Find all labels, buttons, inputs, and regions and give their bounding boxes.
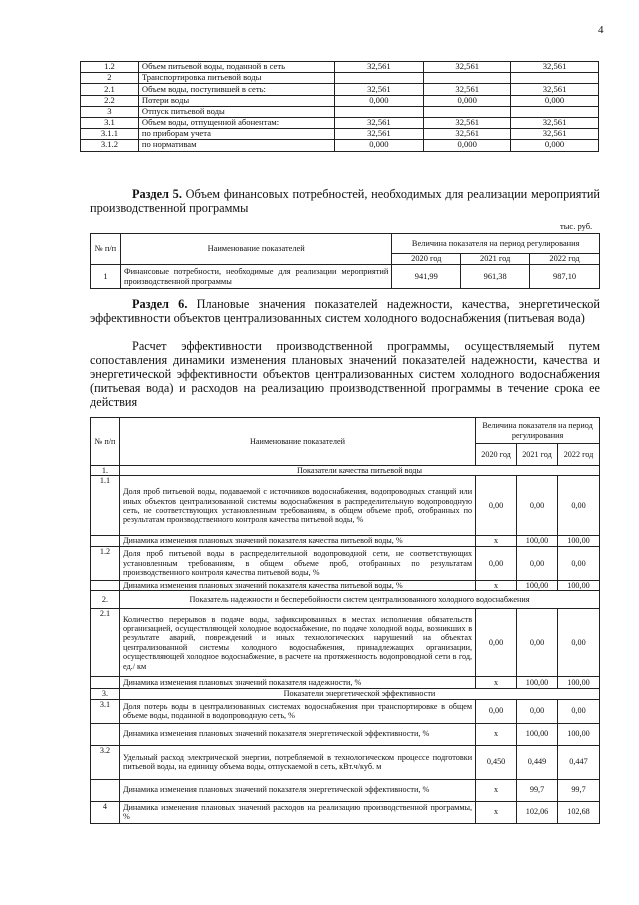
dyn-3-2-v2020: х — [476, 779, 517, 801]
row-1-2-v2021: 0,00 — [517, 546, 558, 580]
value-2022 — [511, 73, 599, 84]
row-number: 3 — [81, 106, 139, 117]
value-2022 — [511, 106, 599, 117]
row-3-2-name: Удельный расход электрической энергии, потребляемой в технологическом процессе подготовки питьевой воды, на единицу объема воды, отпускаемой в сеть, кВт.ч/куб. м — [119, 745, 475, 779]
t3-header-value: Величина показателя на период регулирования — [476, 418, 600, 444]
row-number: 2 — [81, 73, 139, 84]
section6-paragraph-text: Расчет эффективности производственной программы, осуществляемый путем сопоставления динамики изменения плановых значений показателей надежности, качества и энергетической эффективности объектов централизованных систем холодного водоснабжения (питьевая вода) и расходов на реализацию производственной программы в течение срока ее действия — [90, 339, 600, 409]
dyn-1-1-v2021: 100,00 — [517, 536, 558, 546]
dyn-2-1-v2020: х — [476, 677, 517, 689]
row-name: по нормативам — [138, 140, 334, 151]
units-label: тыс. руб. — [560, 221, 593, 231]
value-2022: 32,561 — [511, 129, 599, 140]
group2-no: 2. — [91, 591, 120, 609]
value-2020: 32,561 — [334, 129, 424, 140]
row-2-1-no: 2.1 — [91, 609, 120, 677]
value-2021: 32,561 — [424, 62, 511, 73]
dyn-1-1-v2022: 100,00 — [557, 536, 599, 546]
row-4-no: 4 — [91, 801, 120, 823]
section6-title: Плановые значения показателей надежности, качества, энергетической эффективности объектов централизованных систем холодного водоснабжения (питьевая вода) — [90, 297, 600, 325]
dyn-1-2-name: Динамика изменения плановых значений показателя качества питьевой воды, % — [119, 580, 475, 590]
t2-year-2020: 2020 год — [392, 254, 461, 265]
row-1-1-v2022: 0,00 — [557, 476, 599, 536]
row-3-2-v2021: 0,449 — [517, 745, 558, 779]
row-2-1-v2020: 0,00 — [476, 609, 517, 677]
t2-row-name: Финансовые потребности, необходимые для реализации мероприятий производственной программы — [120, 265, 391, 289]
row-3-1-v2022: 0,00 — [557, 699, 599, 723]
group3-no: 3. — [91, 689, 120, 699]
dyn-3-2-v2021: 99,7 — [517, 779, 558, 801]
water-balance-table — [80, 61, 599, 152]
t2-header-no: № п/п — [91, 234, 121, 265]
table-row — [81, 95, 599, 106]
row-number: 2.2 — [81, 95, 139, 106]
table-row — [81, 73, 599, 84]
row-4-v2020: х — [476, 801, 517, 823]
dyn-1-2-no — [91, 580, 120, 590]
dyn-1-1-name: Динамика изменения плановых значений показателя качества питьевой воды, % — [119, 536, 475, 546]
row-name: Объем воды, поступившей в сеть: — [138, 84, 334, 95]
row-4-v2022: 102,68 — [557, 801, 599, 823]
row-number: 1.2 — [81, 62, 139, 73]
table-row — [81, 117, 599, 128]
row-name: Отпуск питьевой воды — [138, 106, 334, 117]
t2-header-name: Наименование показателей — [120, 234, 391, 265]
row-number: 3.1.2 — [81, 140, 139, 151]
row-3-1-name: Доля потерь воды в централизованных системах водоснабжения при транспортировке в общем объеме воды, поданной в водопроводную сеть, % — [119, 699, 475, 723]
row-number: 3.1 — [81, 117, 139, 128]
t2-value-2022: 987,10 — [530, 265, 600, 289]
dyn-1-2-v2021: 100,00 — [517, 580, 558, 590]
value-2020: 0,000 — [334, 140, 424, 151]
dyn-3-1-v2021: 100,00 — [517, 723, 558, 745]
group2-title: Показатель надежности и бесперебойности систем централизованного холодного водоснабжения — [119, 591, 599, 609]
row-2-1-v2022: 0,00 — [557, 609, 599, 677]
row-1-1-no: 1.1 — [91, 476, 120, 536]
row-number: 3.1.1 — [81, 129, 139, 140]
t2-value-2020: 941,99 — [392, 265, 461, 289]
value-2022: 32,561 — [511, 62, 599, 73]
value-2022: 0,000 — [511, 95, 599, 106]
section5-heading — [90, 187, 600, 215]
value-2020 — [334, 106, 424, 117]
value-2021: 32,561 — [424, 117, 511, 128]
row-4-name: Динамика изменения плановых значений расходов на реализацию производственной программы, % — [119, 801, 475, 823]
t3-year-2021: 2021 год — [517, 444, 558, 466]
t3-header-no: № п/п — [91, 418, 120, 466]
t3-header-name: Наименование показателей — [119, 418, 475, 466]
row-1-2-name: Доля проб питьевой воды в распределительной водопроводной сети, не соответствующих установленным требованиям, в общем объеме проб, отобранных по результатам производственного контроля качества питьевой воды, % — [119, 546, 475, 580]
row-name: Транспортировка питьевой воды — [138, 73, 334, 84]
t2-value-2021: 961,38 — [461, 265, 530, 289]
row-3-1-no: 3.1 — [91, 699, 120, 723]
t2-year-2021: 2021 год — [461, 254, 530, 265]
row-name: Объем питьевой воды, поданной в сеть — [138, 62, 334, 73]
value-2021: 32,561 — [424, 129, 511, 140]
group3-title: Показатели энергетической эффективности — [119, 689, 599, 699]
dyn-3-1-v2022: 100,00 — [557, 723, 599, 745]
indicators-table — [90, 417, 600, 824]
row-3-1-v2020: 0,00 — [476, 699, 517, 723]
dyn-2-1-v2021: 100,00 — [517, 677, 558, 689]
row-number: 2.1 — [81, 84, 139, 95]
section5-label: Раздел 5. — [132, 187, 182, 201]
t2-row-no: 1 — [91, 265, 121, 289]
value-2020 — [334, 73, 424, 84]
row-4-v2021: 102,06 — [517, 801, 558, 823]
dyn-2-1-name: Динамика изменения плановых значений показателя надежности, % — [119, 677, 475, 689]
financial-needs-table — [90, 233, 600, 289]
value-2022: 32,561 — [511, 84, 599, 95]
row-name: Объем воды, отпущенной абонентам: — [138, 117, 334, 128]
group1-title: Показатели качества питьевой воды — [119, 466, 599, 476]
row-1-2-no: 1.2 — [91, 546, 120, 580]
value-2021 — [424, 106, 511, 117]
dyn-1-2-v2020: х — [476, 580, 517, 590]
table-row — [81, 129, 599, 140]
t2-header-value: Величина показателя на период регулирования — [392, 234, 600, 254]
table-row — [81, 106, 599, 117]
row-name: по приборам учета — [138, 129, 334, 140]
dyn-3-1-v2020: х — [476, 723, 517, 745]
row-1-1-v2021: 0,00 — [517, 476, 558, 536]
row-name: Потери воды — [138, 95, 334, 106]
dyn-3-2-name: Динамика изменения плановых значений показателя энергетической эффективности, % — [119, 779, 475, 801]
row-1-1-name: Доля проб питьевой воды, подаваемой с источников водоснабжения, водопроводных станций или иных объектов централизованной системы водоснабжения в распределительную водопроводную сеть, не соответствующих установленным требованиям, в общем объеме проб, отобранных по результатам производственного контроля качества питьевой воды, % — [119, 476, 475, 536]
dyn-3-1-no — [91, 723, 120, 745]
table-row — [81, 62, 599, 73]
value-2022: 0,000 — [511, 140, 599, 151]
row-3-2-no: 3.2 — [91, 745, 120, 779]
value-2020: 32,561 — [334, 117, 424, 128]
value-2021: 32,561 — [424, 84, 511, 95]
row-2-1-name: Количество перерывов в подаче воды, зафиксированных в местах исполнения обязательств организацией, осуществляющей холодное водоснабжение, по подаче холодной воды, возникших в результате аварий, повреждений и иных технологических нарушений на объектах централизованной системы холодного водоснабжения, принадлежащих организации, осуществляющей холодное водоснабжение, в расчете на протяженность водопроводной сети в год, ед./ км — [119, 609, 475, 677]
value-2020: 32,561 — [334, 62, 424, 73]
row-3-1-v2021: 0,00 — [517, 699, 558, 723]
row-1-1-v2020: 0,00 — [476, 476, 517, 536]
dyn-2-1-no — [91, 677, 120, 689]
value-2020: 32,561 — [334, 84, 424, 95]
section5-title: Объем финансовых потребностей, необходимых для реализации мероприятий производственной программы — [90, 187, 600, 215]
dyn-1-2-v2022: 100,00 — [557, 580, 599, 590]
row-1-2-v2022: 0,00 — [557, 546, 599, 580]
value-2021: 0,000 — [424, 95, 511, 106]
t2-year-2022: 2022 год — [530, 254, 600, 265]
dyn-2-1-v2022: 100,00 — [557, 677, 599, 689]
dyn-1-1-no — [91, 536, 120, 546]
section6-heading — [90, 297, 600, 325]
dyn-1-1-v2020: х — [476, 536, 517, 546]
dyn-3-2-no — [91, 779, 120, 801]
value-2020: 0,000 — [334, 95, 424, 106]
value-2021: 0,000 — [424, 140, 511, 151]
row-3-2-v2020: 0,450 — [476, 745, 517, 779]
value-2021 — [424, 73, 511, 84]
t3-year-2022: 2022 год — [557, 444, 599, 466]
group1-no: 1. — [91, 466, 120, 476]
row-2-1-v2021: 0,00 — [517, 609, 558, 677]
row-1-2-v2020: 0,00 — [476, 546, 517, 580]
page-number: 4 — [598, 24, 604, 36]
section6-paragraph — [90, 339, 600, 409]
table-row — [81, 84, 599, 95]
table-row — [81, 140, 599, 151]
t3-year-2020: 2020 год — [476, 444, 517, 466]
row-3-2-v2022: 0,447 — [557, 745, 599, 779]
dyn-3-2-v2022: 99,7 — [557, 779, 599, 801]
dyn-3-1-name: Динамика изменения плановых значений показателя энергетической эффективности, % — [119, 723, 475, 745]
section6-label: Раздел 6. — [132, 297, 188, 311]
value-2022: 32,561 — [511, 117, 599, 128]
